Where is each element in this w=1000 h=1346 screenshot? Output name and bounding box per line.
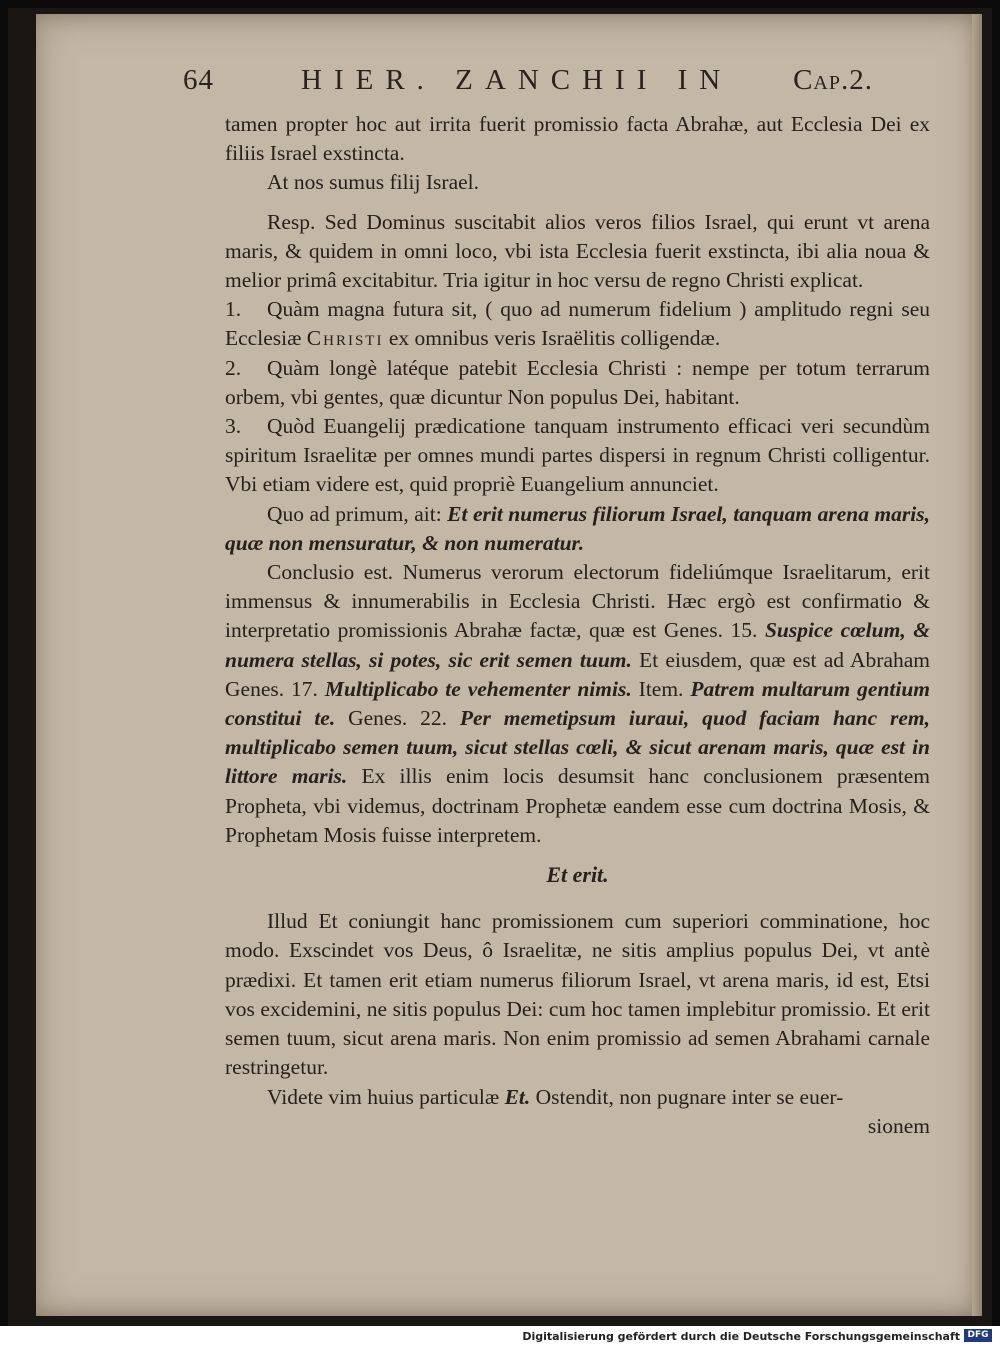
running-title: HIER. ZANCHII IN [301,64,733,96]
page-body [225,110,930,1141]
list-item-number: 2. [225,355,242,380]
italic-quotation: Suspice cœlum, & numera stellas, si potes, sic erit semen tuum. [225,618,930,672]
paragraph: Resp. Sed Dominus suscitabit alios veros filios Israel, qui erunt vt arena maris, & quidem in omni loco, vbi ista Ecclesia fuerit exstincta, ibi alia noua & melior primâ excitabitur. Tria igitur in hoc versu de regno Christi explicat. [225,209,930,293]
paragraph: At nos sumus filij Israel. [267,170,479,195]
list-item: 2. Quàm longè latéque patebit Ecclesia Christi : nempe per totum terrarum orbem, vbi gentes, quæ dicuntur Non populus Dei, habitant. [225,355,930,409]
small-caps-name: Christi [306,326,384,351]
running-header [183,64,873,104]
list-item: 3. Quòd Euangelij prædicatione tanquam instrumento efficaci veri secundùm spiritum Israelitæ per omnes mundi partes dispersi in regnum Christi colligentur. Vbi etiam videre est, quid propriè Euangelium annunciet. [225,414,930,497]
page-edge [972,14,982,1316]
italic-word: Et. [504,1084,531,1109]
paragraph: Conclusio est. Numerus verorum electorum fideliúmque Israelitarum, erit immensus & innumerabilis in Ecclesia Christi. Hæc ergò est confirmatio & interpretatio promissionis Abrahæ factæ, quæ est Genes. 15. Suspice cœlum, & numera stellas, si potes, sic erit semen tuum. Et eiusdem, quæ est ad Abraham Genes. 17. Multiplicabo te vehementer nimis. Item. Patrem multarum gentium constitui te. Genes. 22. Per memetipsum iuraui, quod faciam hanc rem, multiplicabo semen tuum, sicut stellas cœli, & sicut arenam maris, quæ est in littore maris. Ex illis enim locis desumsit hanc conclusionem præsentem Propheta, vbi videmus, doctrinam Prophetæ eandem esse cum doctrina Mosis, & Prophetam Mosis fuisse interpretem. [225,560,931,847]
catchword: sionem [867,1113,930,1138]
paragraph: Quo ad primum, ait: Et erit numerus filiorum Israel, tanquam arena maris, quæ non mensuratur, & non numeratur. [225,501,930,555]
digitization-footer [0,1326,1000,1346]
dfg-logo: DFG [964,1329,992,1342]
italic-quotation: Et erit numerus filiorum Israel, tanquam arena maris, quæ non mensuratur, & non numeratur. [225,501,930,555]
chapter-label: Cap.2. [793,64,873,96]
paragraph: Videte vim huius particulæ Et. Ostendit, non pugnare inter se euer- [267,1084,844,1109]
list-item: 1. Quàm magna futura sit, ( quo ad numerum fidelium ) amplitudo regni seu Ecclesiæ Christi ex omnibus veris Israëlitis colligendæ. [225,297,930,351]
list-item-number: 1. [225,297,242,322]
list-item-number: 3. [225,414,242,439]
italic-quotation: Patrem multarum gentium constitui te. [225,676,931,731]
section-subheading: Et erit. [546,862,609,888]
paragraph: tamen propter hoc aut irrita fuerit promissio facta Abrahæ, aut Ecclesia Dei ex filiis Israel exstincta. [225,112,930,166]
paragraph: Illud Et coniungit hanc promissionem cum superiori comminatione, hoc modo. Exscindet vos Deus, ô Israelitæ, ne sitis amplius populus Dei, vt antè prædixi. Et tamen erit etiam numerus filiorum Israel, vt arena maris, id est, Etsi vos excidemini, ne sitis populus Dei: cum hoc tamen implebitur promissio. Et erit semen tuum, sicut arena maris. Non enim promissio ad semen Abrahami carnale restringetur. [225,909,930,1080]
funding-credit: Digitalisierung gefördert durch die Deutsche Forschungsgemeinschaft [522,1330,960,1343]
page-number: 64 [183,64,214,96]
italic-quotation: Multiplicabo te vehementer nimis. [324,676,632,701]
italic-quotation: Per memetipsum iuraui, quod faciam hanc rem, multiplicabo semen tuum, sicut stellas cœli, & sicut arenam maris, quæ est in littore maris. [225,706,931,789]
